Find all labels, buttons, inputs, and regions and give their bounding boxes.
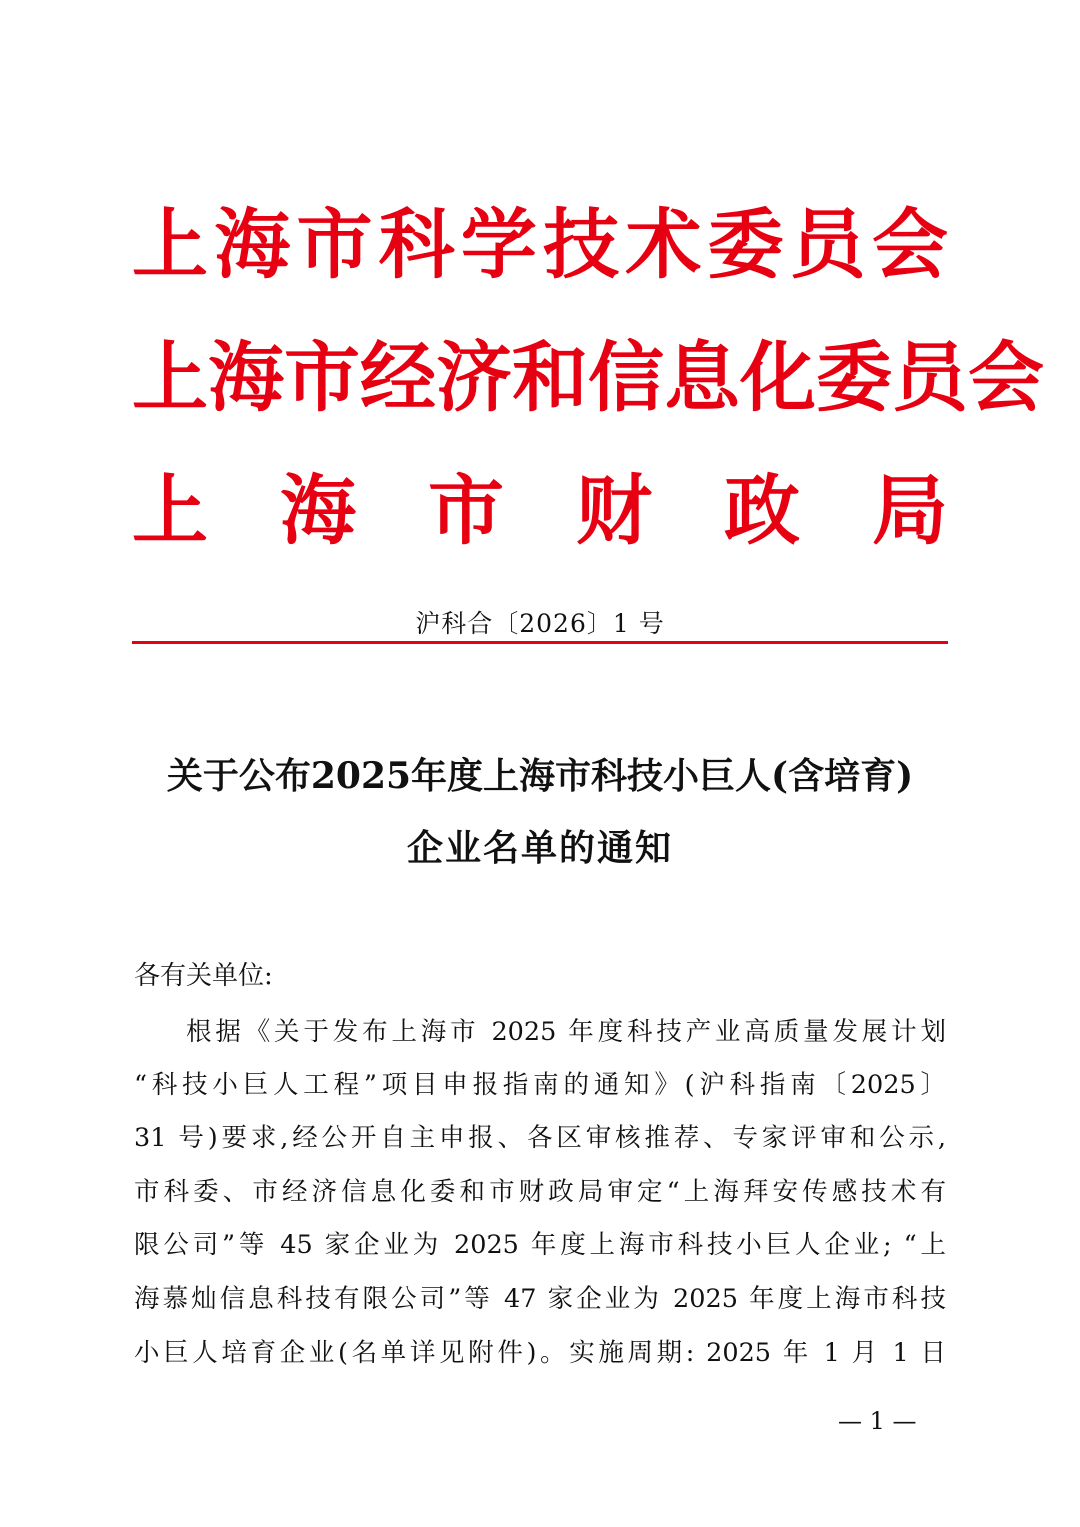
paragraph-line: 海慕灿信息科技有限公司”等 47 家企业为 2025 年度上海市科技 bbox=[134, 1284, 946, 1314]
red-separator-line bbox=[132, 641, 948, 644]
issuer-char: 科 bbox=[378, 199, 455, 289]
page-number: — 1 — bbox=[838, 1407, 917, 1435]
issuer-char: 学 bbox=[460, 199, 537, 289]
issuer-char: 员 bbox=[892, 332, 968, 422]
issuer-char: 海 bbox=[208, 332, 284, 422]
issuer-char: 上 bbox=[132, 332, 208, 422]
issuer-economy-commission bbox=[132, 311, 1044, 444]
issuer-char: 委 bbox=[707, 199, 784, 289]
paragraph-line: 根据《关于发布上海市 2025 年度科技产业高质量发展计划 bbox=[186, 1017, 946, 1047]
issuer-char: 政 bbox=[724, 465, 800, 555]
paragraph-line: 31 号)要求,经公开自主申报、各区审核推荐、专家评审和公示, bbox=[134, 1123, 946, 1153]
issuer-char: 市 bbox=[296, 199, 373, 289]
issuer-char: 济 bbox=[436, 332, 512, 422]
issuer-char: 信 bbox=[588, 332, 664, 422]
issuer-char: 会 bbox=[871, 199, 948, 289]
issuer-char: 委 bbox=[816, 332, 892, 422]
issuer-char: 化 bbox=[740, 332, 816, 422]
paragraph-line: 小巨人培育企业(名单详见附件)。实施周期: 2025 年 1 月 1 日 bbox=[134, 1338, 946, 1368]
issuing-authorities bbox=[132, 178, 1044, 577]
issuer-char: 上 bbox=[132, 465, 208, 555]
issuer-char: 海 bbox=[214, 199, 291, 289]
issuer-char: 市 bbox=[284, 332, 360, 422]
paragraph-line: 限公司”等 45 家企业为 2025 年度上海市科技小巨人企业; “上 bbox=[134, 1230, 946, 1260]
document-title-line-1: 关于公布2025年度上海市科技小巨人(含培育) bbox=[166, 755, 914, 797]
document-title-line-2: 企业名单的通知 bbox=[406, 827, 673, 869]
issuer-char: 员 bbox=[789, 199, 866, 289]
issuer-char: 技 bbox=[543, 199, 620, 289]
document-number: 沪科合〔2026〕1 号 bbox=[415, 609, 665, 638]
issuer-char: 局 bbox=[872, 465, 948, 555]
paragraph-line: 市科委、市经济信息化委和市财政局审定“上海拜安传感技术有 bbox=[134, 1177, 946, 1207]
issuer-char: 财 bbox=[576, 465, 652, 555]
issuer-char: 会 bbox=[968, 332, 1044, 422]
issuer-char: 和 bbox=[512, 332, 588, 422]
paragraph-line: “科技小巨人工程”项目申报指南的通知》(沪科指南〔2025〕 bbox=[134, 1070, 946, 1100]
issuer-char: 经 bbox=[360, 332, 436, 422]
issuer-char: 术 bbox=[625, 199, 702, 289]
issuer-char: 市 bbox=[428, 465, 504, 555]
issuer-char: 息 bbox=[664, 332, 740, 422]
issuer-char: 上 bbox=[132, 199, 208, 289]
issuer-char: 海 bbox=[280, 465, 356, 555]
salutation: 各有关单位: bbox=[134, 961, 273, 991]
issuer-science-commission bbox=[132, 178, 948, 311]
issuer-finance-bureau bbox=[132, 444, 948, 577]
